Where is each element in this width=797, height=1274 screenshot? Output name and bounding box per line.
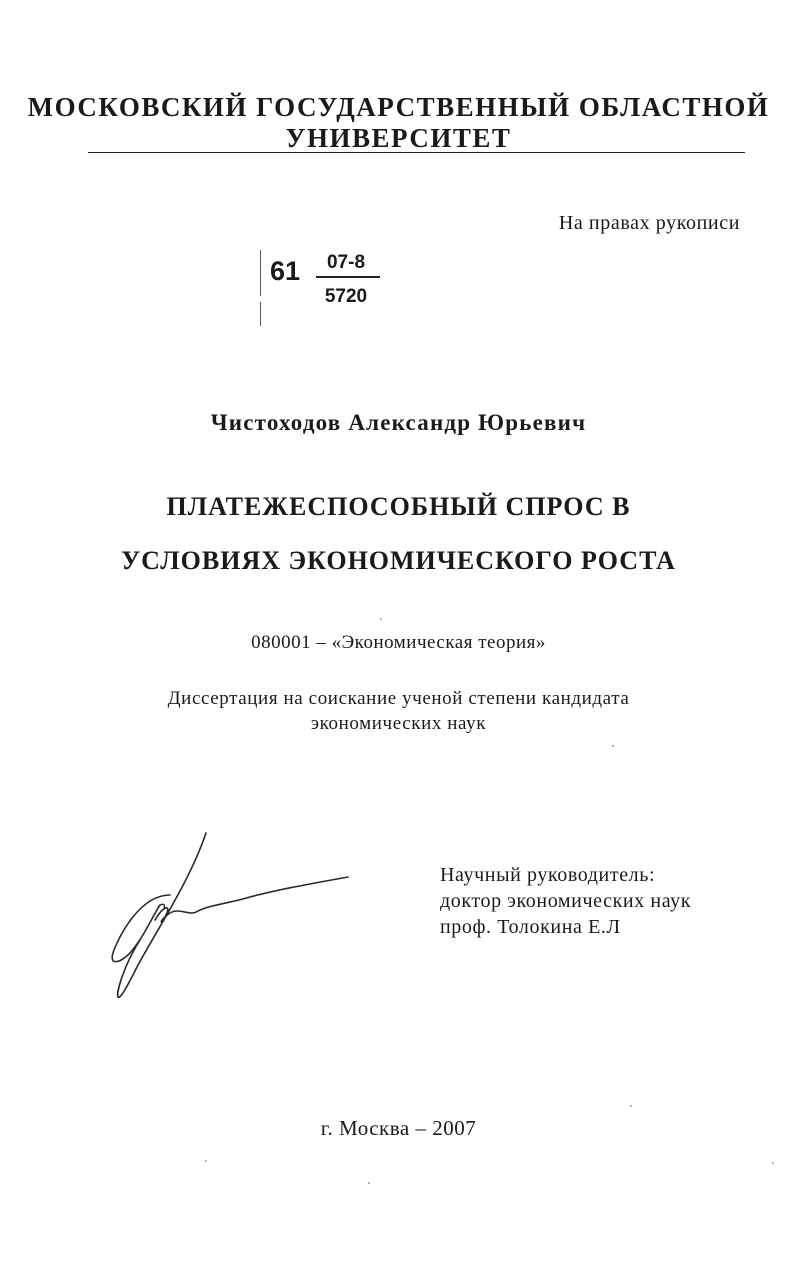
scan-speck [772, 1162, 774, 1164]
supervisor-degree: доктор экономических наук [440, 890, 692, 912]
title-line-1: ПЛАТЕЖЕСПОСОБНЫЙ СПРОС В [166, 492, 631, 521]
dissertation-line-2: экономических наук [310, 713, 487, 734]
supervisor-name: проф. Толокина Е.Л [440, 916, 621, 938]
header-divider [88, 152, 745, 153]
scan-speck [205, 1160, 207, 1162]
manuscript-rights-note: На правах рукописи [558, 212, 740, 234]
stamp-bar [260, 250, 261, 296]
university-line-2: УНИВЕРСИТЕТ [285, 123, 512, 153]
title-line-2: УСЛОВИЯХ ЭКОНОМИЧЕСКОГО РОСТА [121, 546, 676, 575]
stamp-fraction-line [316, 276, 380, 278]
author-name: Чистоходов Александр Юрьевич [210, 410, 587, 435]
city-year: г. Москва – 2007 [320, 1116, 477, 1140]
university-line-1: МОСКОВСКИЙ ГОСУДАРСТВЕННЫЙ ОБЛАСТНОЙ [27, 92, 770, 122]
scan-speck [630, 1105, 632, 1107]
supervisor-block [440, 862, 691, 940]
scan-speck [612, 745, 614, 747]
dissertation-line-1: Диссертация на соискание ученой степени кандидата [167, 688, 630, 709]
stamp-numerator: 07-8 [326, 252, 366, 273]
supervisor-label: Научный руководитель: [440, 864, 656, 886]
scan-speck [380, 618, 382, 620]
signature-image [100, 825, 360, 1010]
specialty: 080001 – «Экономическая теория» [251, 632, 546, 653]
dissertation-description [0, 686, 797, 736]
stamp-prefix: 61 [270, 256, 301, 286]
stamp-bar-lower [260, 302, 261, 326]
stamp-denominator: 5720 [324, 286, 368, 307]
university-name [0, 92, 797, 154]
scan-speck [368, 1182, 370, 1184]
